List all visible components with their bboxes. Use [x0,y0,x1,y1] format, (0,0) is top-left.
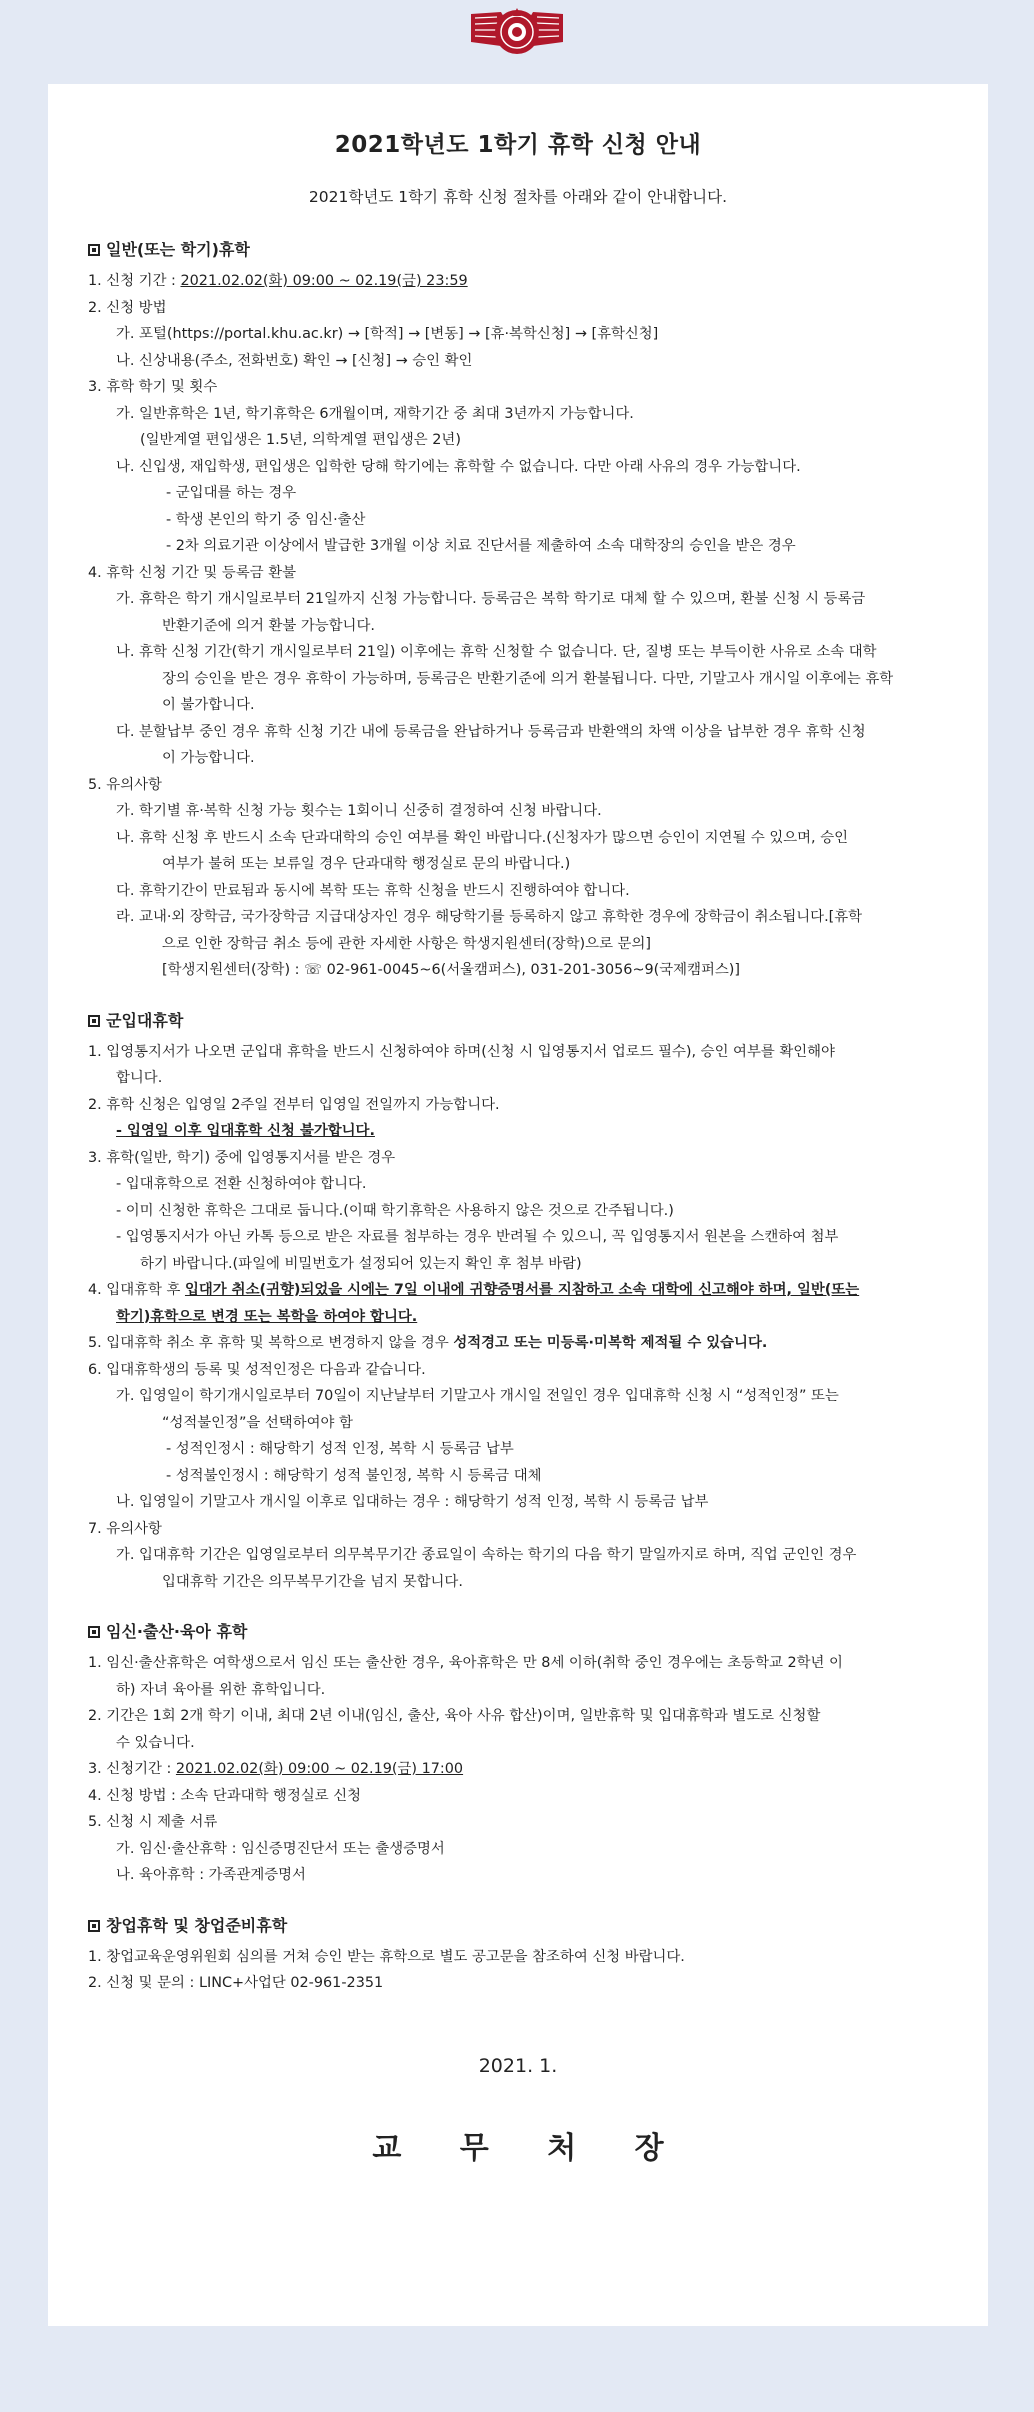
notice-sheet [48,84,988,2326]
list-item: 하기 바랍니다.(파일에 비밀번호가 설정되어 있는지 확인 후 첨부 바람) [140,1255,582,1272]
list-item: 다. 휴학기간이 만료됨과 동시에 복학 또는 휴학 신청을 반드시 진행하여야 합니다. [116,882,630,899]
list-item: 나. 육아휴학 : 가족관계증명서 [116,1867,306,1883]
section-heading-general: 일반(또는 학기)휴학 [88,237,948,260]
list-item: 반환기준에 의거 환불 가능합니다. [162,617,375,634]
list-item: 3. 휴학 학기 및 횟수 [88,379,218,395]
list-item: 5. 입대휴학 취소 후 휴학 및 복학으로 변경하지 않을 경우 성적경고 또는 미등록·미복학 제적될 수 있습니다. [88,1335,768,1351]
section-square-icon [88,1015,100,1027]
list-item: 6. 입대휴학생의 등록 및 성적인정은 다음과 같습니다. [88,1361,426,1378]
list-item: 4. 신청 방법 : 소속 단과대학 행정실로 신청 [88,1787,362,1804]
section-heading-startup: 창업휴학 및 창업준비휴학 [88,1913,948,1936]
list-item: “성적불인정”을 선택하여야 함 [162,1414,353,1431]
issuer-signature: 교 무 처 장 [372,2130,688,2166]
list-item: 2. 기간은 1회 2개 학기 이내, 최대 2년 이내(임신, 출산, 육아 사유 합산)이며, 일반휴학 및 입대휴학과 별도로 신청할 [88,1708,821,1724]
list-item: - 군입대를 하는 경우 [166,485,297,501]
list-item: - 학생 본인의 학기 중 임신·출산 [166,511,366,528]
list-item: 으로 인한 장학금 취소 등에 관한 자세한 사항은 학생지원센터(장학)으로 문의] [162,935,651,952]
list-item: 여부가 불허 또는 보류일 경우 단과대학 행정실로 문의 바랍니다.) [162,856,571,872]
list-item: 2. 신청 및 문의 : LINC+사업단 02-961-2351 [88,1975,384,1991]
section-square-icon [88,1626,100,1638]
list-item: - 입영일 이후 입대휴학 신청 불가합니다. [116,1123,375,1139]
list-item: 가. 학기별 휴·복학 신청 가능 횟수는 1회이니 신중히 결정하여 신청 바랍니다. [116,803,602,819]
list-item: 3. 신청기간 : 2021.02.02(화) 09:00 ~ 02.19(금) 17:00 [88,1761,464,1777]
list-item: 1. 창업교육운영위원회 심의를 거쳐 승인 받는 휴학으로 별도 공고문을 참조하여 신청 바랍니다. [88,1948,685,1965]
contact-line-scholarship: [학생지원센터(장학) : ☏ 02-961-0045~6(서울캠퍼스), 031-201-3056~9(국제캠퍼스)] [162,962,741,978]
application-period: 2021.02.02(화) 09:00 ~ 02.19(금) 23:59 [180,273,468,289]
list-item: 장의 승인을 받은 경우 휴학이 가능하며, 등록금은 반환기준에 의거 환불됩니다. 다만, 기말고사 개시일 이후에는 휴학 [162,670,894,687]
list-item: 4. 휴학 신청 기간 및 등록금 환불 [88,564,296,581]
list-item: - 이미 신청한 휴학은 그대로 둡니다.(이때 학기휴학은 사용하지 않은 것으로 간주됩니다.) [116,1202,674,1219]
list-item: 가. 휴학은 학기 개시일로부터 21일까지 신청 가능합니다. 등록금은 복학 학기로 대체 할 수 있으며, 환불 신청 시 등록금 [116,591,866,607]
list-item: 입대휴학 기간은 의무복무기간을 넘지 못합니다. [162,1573,463,1590]
list-item: 나. 휴학 신청 기간(학기 개시일로부터 21일) 이후에는 휴학 신청할 수 없습니다. 단, 질병 또는 부득이한 사유로 소속 대학 [116,644,877,660]
list-item: - 성적인정시 : 해당학기 성적 인정, 복학 시 등록금 납부 [166,1441,514,1457]
list-item: 가. 입영일이 학기개시일로부터 70일이 지난날부터 기말고사 개시일 전일인 경우 입대휴학 신청 시 “성적인정” 또는 [116,1388,839,1404]
list-item: 나. 신입생, 재입학생, 편입생은 입학한 당해 학기에는 휴학할 수 없습니다. 다만 아래 사유의 경우 가능합니다. [116,458,801,475]
section-heading-military: 군입대휴학 [88,1008,948,1031]
list-item: 이 불가합니다. [162,697,255,713]
list-item: 다. 분할납부 중인 경우 휴학 신청 기간 내에 등록금을 완납하거나 등록금과 반환액의 차액 이상을 납부한 경우 휴학 신청 [116,723,866,740]
section-heading-maternity: 임신·출산·육아 휴학 [88,1619,948,1642]
list-item: 4. 입대휴학 후 입대가 취소(귀향)되었을 시에는 7일 이내에 귀향증명서를 지참하고 소속 대학에 신고해야 하며, 일반(또는 [88,1282,860,1298]
list-item: 2. 휴학 신청은 입영일 2주일 전부터 입영일 전일까지 가능합니다. [88,1096,500,1113]
list-item: (일반계열 편입생은 1.5년, 의학계열 편입생은 2년) [140,432,461,448]
university-emblem-icon [467,6,567,60]
list-item: 가. 일반휴학은 1년, 학기휴학은 6개월이며, 재학기간 중 최대 3년까지 가능합니다. [116,405,634,422]
notice-intro: 2021학년도 1학기 휴학 신청 절차를 아래와 같이 안내합니다. [308,188,728,206]
list-item: 나. 입영일이 기말고사 개시일 이후로 입대하는 경우 : 해당학기 성적 인정, 복학 시 등록금 납부 [116,1494,709,1510]
list-item: 합니다. [116,1070,163,1086]
list-item: - 성적불인정시 : 해당학기 성적 불인정, 복학 시 등록금 대체 [166,1467,542,1484]
list-item: 3. 휴학(일반, 학기) 중에 입영통지서를 받은 경우 [88,1149,396,1166]
list-item: 5. 유의사항 [88,776,162,793]
list-item: 2. 신청 방법 [88,299,167,316]
list-item: - 2차 의료기관 이상에서 발급한 3개월 이상 치료 진단서를 제출하여 소속 대학장의 승인을 받은 경우 [166,538,796,554]
list-item: 나. 휴학 신청 후 반드시 소속 단과대학의 승인 여부를 확인 바랍니다.(신청자가 많으면 승인이 지연될 수 있으며, 승인 [116,829,848,846]
list-item: 7. 유의사항 [88,1520,162,1537]
list-item: 수 있습니다. [116,1734,195,1751]
list-item: 하) 자녀 육아를 위한 휴학입니다. [116,1681,326,1698]
list-item: - 입영통지서가 아닌 카톡 등으로 받은 자료를 첨부하는 경우 반려될 수 있으니, 꼭 입영통지서 원본을 스캔하여 첨부 [116,1229,839,1245]
notice-date: 2021. 1. [478,2054,558,2077]
list-item: 나. 신상내용(주소, 전화번호) 확인 → [신청] → 승인 확인 [116,352,473,369]
list-item: 가. 입대휴학 기간은 입영일로부터 의무복무기간 종료일이 속하는 학기의 다음 학기 말일까지로 하며, 직업 군인인 경우 [116,1547,857,1563]
list-item: 1. 입영통지서가 나오면 군입대 휴학을 반드시 신청하여야 하며(신청 시 입영통지서 업로드 필수), 승인 여부를 확인해야 [88,1043,835,1060]
section-square-icon [88,244,100,256]
section-square-icon [88,1920,100,1932]
list-item: 5. 신청 시 제출 서류 [88,1814,218,1830]
list-item: 이 가능합니다. [162,750,255,766]
list-item: 가. 포털(https://portal.khu.ac.kr) → [학적] → [변동] → [휴·복학신청] → [휴학신청] [116,326,659,342]
list-item: 라. 교내·외 장학금, 국가장학금 지급대상자인 경우 해당학기를 등록하지 않고 휴학한 경우에 장학금이 취소됩니다.[휴학 [116,909,863,925]
application-period: 2021.02.02(화) 09:00 ~ 02.19(금) 17:00 [175,1761,464,1777]
list-item: 학기)휴학으로 변경 또는 복학을 하여야 합니다. [116,1308,418,1325]
list-item: 1. 신청 기간 : 2021.02.02(화) 09:00 ~ 02.19(금) 23:59 [88,273,468,289]
list-item: 1. 임신·출산휴학은 여학생으로서 임신 또는 출산한 경우, 육아휴학은 만 8세 이하(취학 중인 경우에는 초등학교 2학년 이 [88,1655,843,1671]
list-item: 가. 임신·출산휴학 : 임신증명진단서 또는 출생증명서 [116,1840,445,1857]
list-item: - 입대휴학으로 전환 신청하여야 합니다. [116,1176,367,1192]
notice-title: 2021학년도 1학기 휴학 신청 안내 [334,132,702,158]
